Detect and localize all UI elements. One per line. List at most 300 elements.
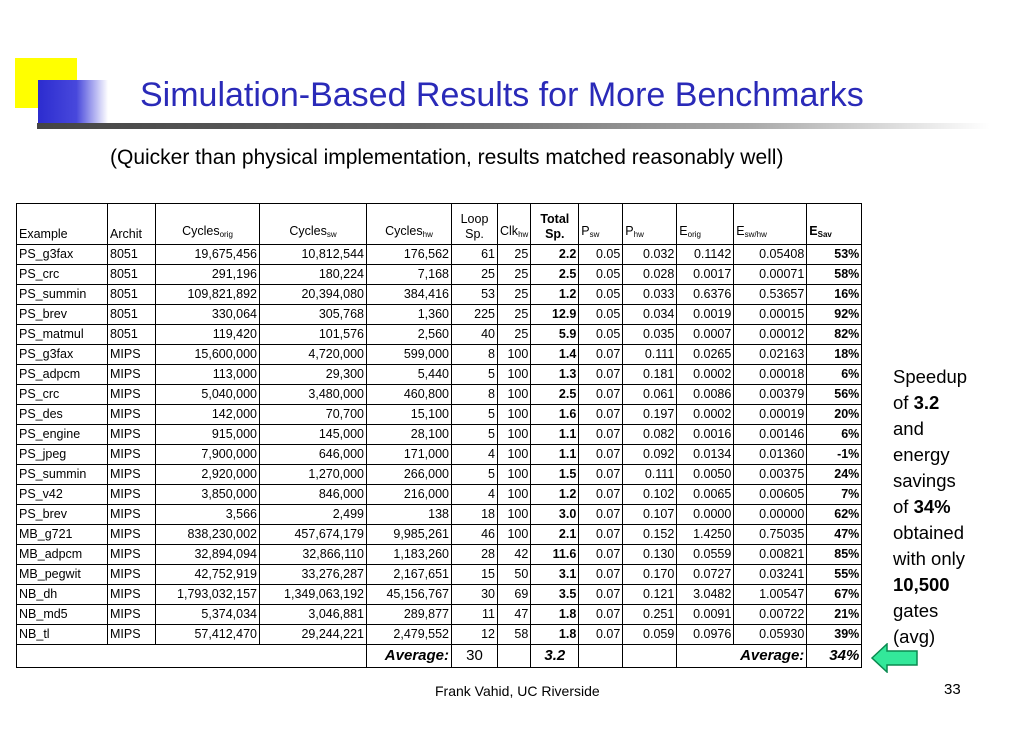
cell-archit: MIPS: [108, 405, 156, 425]
table-row: [17, 525, 862, 545]
cell-total-sp: 11.6: [531, 545, 579, 565]
cell-clk: 50: [498, 565, 531, 585]
cell-p-hw: 0.082: [623, 425, 677, 445]
cell-e-orig: 0.0007: [677, 325, 734, 345]
cell-e-orig: 0.0086: [677, 385, 734, 405]
cell-example: PS_engine: [17, 425, 108, 445]
cell-p-sw: 0.05: [579, 245, 623, 265]
cell-cycles-orig: 32,894,094: [156, 545, 260, 565]
header-p-hw: $P_{hw}$: [623, 204, 677, 245]
average-blank-phw: [623, 645, 677, 668]
cell-clk: 25: [498, 325, 531, 345]
cell-e-sav: 20%: [807, 405, 862, 425]
cell-clk: 100: [498, 505, 531, 525]
cell-clk: 100: [498, 385, 531, 405]
cell-e-swhw: 0.00722: [734, 605, 807, 625]
cell-total-sp: 2.2: [531, 245, 579, 265]
cell-cycles-orig: 42,752,919: [156, 565, 260, 585]
cell-archit: MIPS: [108, 605, 156, 625]
cell-e-orig: 3.0482: [677, 585, 734, 605]
cell-e-swhw: 1.00547: [734, 585, 807, 605]
cell-p-sw: 0.05: [579, 265, 623, 285]
cell-example: PS_matmul: [17, 325, 108, 345]
cell-cycles-hw: 384,416: [367, 285, 452, 305]
cell-example: NB_dh: [17, 585, 108, 605]
header-clk-hw: Clk$_{hw}$: [498, 204, 531, 245]
cell-e-orig: 0.0265: [677, 345, 734, 365]
cell-total-sp: 3.0: [531, 505, 579, 525]
cell-p-hw: 0.111: [623, 465, 677, 485]
cell-p-sw: 0.07: [579, 525, 623, 545]
table-row: [17, 385, 862, 405]
cell-e-orig: 0.0134: [677, 445, 734, 465]
cell-cycles-hw: 5,440: [367, 365, 452, 385]
cell-cycles-orig: 1,793,032,157: [156, 585, 260, 605]
cell-clk: 100: [498, 405, 531, 425]
cell-archit: MIPS: [108, 465, 156, 485]
cell-cycles-orig: 15,600,000: [156, 345, 260, 365]
cell-e-orig: 0.6376: [677, 285, 734, 305]
cell-e-sav: 62%: [807, 505, 862, 525]
cell-archit: MIPS: [108, 545, 156, 565]
header-example: Example: [17, 204, 108, 245]
cell-cycles-orig: 5,374,034: [156, 605, 260, 625]
cell-example: MB_adpcm: [17, 545, 108, 565]
average-row: [17, 645, 862, 668]
cell-example: PS_v42: [17, 485, 108, 505]
cell-total-sp: 2.5: [531, 385, 579, 405]
footer-credit: Frank Vahid, UC Riverside: [435, 683, 600, 699]
cell-cycles-sw: 1,270,000: [260, 465, 367, 485]
cell-cycles-orig: 915,000: [156, 425, 260, 445]
cell-cycles-sw: 29,300: [260, 365, 367, 385]
cell-e-swhw: 0.53657: [734, 285, 807, 305]
cell-e-sav: 24%: [807, 465, 862, 485]
table-row: [17, 485, 862, 505]
cell-archit: MIPS: [108, 485, 156, 505]
cell-e-swhw: 0.75035: [734, 525, 807, 545]
table-row: [17, 565, 862, 585]
cell-e-sav: 47%: [807, 525, 862, 545]
cell-p-hw: 0.059: [623, 625, 677, 645]
cell-total-sp: 3.5: [531, 585, 579, 605]
table-row: [17, 285, 862, 305]
cell-e-orig: 0.0019: [677, 305, 734, 325]
cell-e-orig: 0.0017: [677, 265, 734, 285]
cell-p-hw: 0.102: [623, 485, 677, 505]
cell-archit: MIPS: [108, 505, 156, 525]
cell-loop-sp: 5: [452, 365, 498, 385]
cell-e-swhw: 0.00019: [734, 405, 807, 425]
cell-clk: 100: [498, 345, 531, 365]
cell-total-sp: 1.1: [531, 425, 579, 445]
cell-total-sp: 1.2: [531, 285, 579, 305]
cell-cycles-hw: 2,479,552: [367, 625, 452, 645]
cell-example: PS_crc: [17, 265, 108, 285]
cell-loop-sp: 5: [452, 425, 498, 445]
cell-e-orig: 0.0065: [677, 485, 734, 505]
cell-loop-sp: 61: [452, 245, 498, 265]
cell-loop-sp: 8: [452, 385, 498, 405]
cell-example: PS_crc: [17, 385, 108, 405]
cell-clk: 100: [498, 465, 531, 485]
cell-archit: MIPS: [108, 625, 156, 645]
cell-loop-sp: 53: [452, 285, 498, 305]
cell-p-hw: 0.092: [623, 445, 677, 465]
cell-loop-sp: 8: [452, 345, 498, 365]
cell-p-sw: 0.07: [579, 485, 623, 505]
cell-archit: MIPS: [108, 365, 156, 385]
cell-e-swhw: 0.01360: [734, 445, 807, 465]
cell-loop-sp: 12: [452, 625, 498, 645]
cell-cycles-sw: 145,000: [260, 425, 367, 445]
cell-cycles-sw: 180,224: [260, 265, 367, 285]
average-blank-psw: [579, 645, 623, 668]
cell-example: PS_summin: [17, 285, 108, 305]
cell-clk: 25: [498, 245, 531, 265]
cell-example: PS_jpeg: [17, 445, 108, 465]
cell-cycles-hw: 138: [367, 505, 452, 525]
cell-e-sav: 16%: [807, 285, 862, 305]
cell-cycles-hw: 1,360: [367, 305, 452, 325]
cell-loop-sp: 4: [452, 445, 498, 465]
cell-loop-sp: 30: [452, 585, 498, 605]
cell-e-swhw: 0.00071: [734, 265, 807, 285]
average-label-energy: Average:: [677, 645, 807, 668]
cell-cycles-orig: 5,040,000: [156, 385, 260, 405]
cell-e-orig: 1.4250: [677, 525, 734, 545]
cell-cycles-sw: 3,046,881: [260, 605, 367, 625]
cell-e-sav: 18%: [807, 345, 862, 365]
cell-total-sp: 1.3: [531, 365, 579, 385]
average-label: Average:: [367, 645, 452, 668]
table-row: [17, 245, 862, 265]
cell-total-sp: 2.1: [531, 525, 579, 545]
table-row: [17, 325, 862, 345]
cell-example: PS_des: [17, 405, 108, 425]
cell-clk: 69: [498, 585, 531, 605]
cell-e-orig: 0.0727: [677, 565, 734, 585]
cell-p-hw: 0.111: [623, 345, 677, 365]
cell-cycles-sw: 2,499: [260, 505, 367, 525]
cell-clk: 100: [498, 485, 531, 505]
cell-clk: 47: [498, 605, 531, 625]
cell-cycles-sw: 101,576: [260, 325, 367, 345]
cell-e-sav: 58%: [807, 265, 862, 285]
cell-cycles-orig: 3,566: [156, 505, 260, 525]
cell-archit: 8051: [108, 245, 156, 265]
cell-clk: 100: [498, 445, 531, 465]
cell-archit: 8051: [108, 305, 156, 325]
cell-p-sw: 0.07: [579, 565, 623, 585]
header-archit: Archit: [108, 204, 156, 245]
cell-e-sav: 6%: [807, 365, 862, 385]
table-row: [17, 425, 862, 445]
cell-p-hw: 0.061: [623, 385, 677, 405]
cell-p-hw: 0.034: [623, 305, 677, 325]
cell-loop-sp: 5: [452, 465, 498, 485]
cell-clk: 25: [498, 285, 531, 305]
cell-e-swhw: 0.05930: [734, 625, 807, 645]
cell-cycles-sw: 70,700: [260, 405, 367, 425]
table-row: [17, 605, 862, 625]
cell-total-sp: 12.9: [531, 305, 579, 325]
cell-p-hw: 0.107: [623, 505, 677, 525]
cell-cycles-sw: 1,349,063,192: [260, 585, 367, 605]
table-row: [17, 305, 862, 325]
cell-cycles-orig: 119,420: [156, 325, 260, 345]
cell-e-swhw: 0.00375: [734, 465, 807, 485]
cell-total-sp: 1.1: [531, 445, 579, 465]
cell-e-sav: 7%: [807, 485, 862, 505]
cell-loop-sp: 28: [452, 545, 498, 565]
cell-clk: 25: [498, 305, 531, 325]
cell-example: PS_brev: [17, 305, 108, 325]
cell-archit: MIPS: [108, 565, 156, 585]
cell-example: PS_summin: [17, 465, 108, 485]
cell-archit: MIPS: [108, 445, 156, 465]
header-p-sw: $P_{sw}$: [579, 204, 623, 245]
cell-e-sav: 21%: [807, 605, 862, 625]
table-row: [17, 625, 862, 645]
cell-cycles-sw: 29,244,221: [260, 625, 367, 645]
cell-e-sav: 85%: [807, 545, 862, 565]
slide-subtitle: (Quicker than physical implementation, results matched reasonably well): [110, 146, 784, 169]
cell-example: NB_tl: [17, 625, 108, 645]
cell-cycles-orig: 2,920,000: [156, 465, 260, 485]
results-table: [16, 203, 862, 668]
cell-e-swhw: 0.00821: [734, 545, 807, 565]
cell-p-sw: 0.07: [579, 425, 623, 445]
header-cycles-hw: Cycles$_{hw}$: [367, 204, 452, 245]
cell-archit: MIPS: [108, 525, 156, 545]
cell-archit: MIPS: [108, 345, 156, 365]
cell-e-swhw: 0.00379: [734, 385, 807, 405]
cell-p-hw: 0.033: [623, 285, 677, 305]
cell-p-sw: 0.07: [579, 585, 623, 605]
cell-p-hw: 0.170: [623, 565, 677, 585]
cell-e-sav: 53%: [807, 245, 862, 265]
cell-p-hw: 0.251: [623, 605, 677, 625]
cell-example: MB_g721: [17, 525, 108, 545]
speedup-callout: Speedup of 3.2 and energy savings of 34% obtained with only 10,500 gates (avg): [893, 366, 968, 647]
cell-p-sw: 0.05: [579, 305, 623, 325]
cell-total-sp: 1.2: [531, 485, 579, 505]
cell-clk: 100: [498, 365, 531, 385]
cell-cycles-sw: 3,480,000: [260, 385, 367, 405]
cell-loop-sp: 11: [452, 605, 498, 625]
cell-cycles-hw: 599,000: [367, 345, 452, 365]
cell-e-orig: 0.0002: [677, 405, 734, 425]
cell-cycles-hw: 2,560: [367, 325, 452, 345]
table-row: [17, 465, 862, 485]
cell-e-swhw: 0.00000: [734, 505, 807, 525]
cell-archit: MIPS: [108, 425, 156, 445]
cell-cycles-orig: 113,000: [156, 365, 260, 385]
table-body: [17, 204, 862, 645]
cell-cycles-hw: 460,800: [367, 385, 452, 405]
cell-example: PS_adpcm: [17, 365, 108, 385]
cell-cycles-orig: 330,064: [156, 305, 260, 325]
cell-cycles-orig: 7,900,000: [156, 445, 260, 465]
cell-p-sw: 0.07: [579, 445, 623, 465]
cell-cycles-hw: 266,000: [367, 465, 452, 485]
cell-p-hw: 0.130: [623, 545, 677, 565]
cell-loop-sp: 40: [452, 325, 498, 345]
cell-e-orig: 0.0091: [677, 605, 734, 625]
cell-p-hw: 0.152: [623, 525, 677, 545]
cell-cycles-sw: 33,276,287: [260, 565, 367, 585]
header-e-sav: $E_{Sav}$: [807, 204, 862, 245]
cell-p-sw: 0.07: [579, 625, 623, 645]
cell-cycles-hw: 171,000: [367, 445, 452, 465]
table-row: [17, 545, 862, 565]
cell-e-orig: 0.0050: [677, 465, 734, 485]
average-e-sav: 34%: [807, 645, 862, 668]
header-cycles-sw: Cycles$_{sw}$: [260, 204, 367, 245]
title-underline: [37, 123, 990, 129]
left-arrow-icon: [871, 643, 919, 673]
cell-cycles-hw: 176,562: [367, 245, 452, 265]
cell-cycles-orig: 291,196: [156, 265, 260, 285]
cell-e-sav: 92%: [807, 305, 862, 325]
average-blank: [17, 645, 367, 668]
cell-cycles-hw: 28,100: [367, 425, 452, 445]
cell-p-hw: 0.028: [623, 265, 677, 285]
table-row: [17, 265, 862, 285]
cell-cycles-orig: 3,850,000: [156, 485, 260, 505]
cell-p-sw: 0.07: [579, 545, 623, 565]
cell-e-orig: 0.0002: [677, 365, 734, 385]
cell-e-swhw: 0.00605: [734, 485, 807, 505]
cell-total-sp: 1.8: [531, 605, 579, 625]
cell-cycles-sw: 32,866,110: [260, 545, 367, 565]
cell-cycles-sw: 457,674,179: [260, 525, 367, 545]
cell-total-sp: 5.9: [531, 325, 579, 345]
cell-cycles-orig: 109,821,892: [156, 285, 260, 305]
cell-e-orig: 0.0559: [677, 545, 734, 565]
table-row: [17, 345, 862, 365]
cell-e-swhw: 0.00015: [734, 305, 807, 325]
cell-clk: 100: [498, 425, 531, 445]
average-total-sp: 3.2: [531, 645, 579, 668]
cell-p-hw: 0.035: [623, 325, 677, 345]
cell-p-hw: 0.197: [623, 405, 677, 425]
cell-archit: MIPS: [108, 585, 156, 605]
cell-example: MB_pegwit: [17, 565, 108, 585]
cell-p-sw: 0.07: [579, 345, 623, 365]
cell-example: PS_brev: [17, 505, 108, 525]
table-row: [17, 505, 862, 525]
cell-p-sw: 0.07: [579, 365, 623, 385]
slide-title: Simulation-Based Results for More Benchmarks: [140, 76, 864, 114]
cell-e-swhw: 0.00012: [734, 325, 807, 345]
cell-loop-sp: 5: [452, 405, 498, 425]
cell-p-sw: 0.07: [579, 605, 623, 625]
cell-e-orig: 0.0000: [677, 505, 734, 525]
cell-total-sp: 1.4: [531, 345, 579, 365]
header-e-orig: $E_{orig}$: [677, 204, 734, 245]
cell-cycles-hw: 7,168: [367, 265, 452, 285]
cell-loop-sp: 15: [452, 565, 498, 585]
cell-archit: 8051: [108, 265, 156, 285]
header-loop-sp: Loop Sp.: [452, 204, 498, 245]
cell-p-hw: 0.032: [623, 245, 677, 265]
cell-cycles-sw: 846,000: [260, 485, 367, 505]
header-total-sp: Total Sp.: [531, 204, 579, 245]
cell-loop-sp: 46: [452, 525, 498, 545]
cell-p-hw: 0.121: [623, 585, 677, 605]
cell-total-sp: 1.8: [531, 625, 579, 645]
cell-cycles-orig: 19,675,456: [156, 245, 260, 265]
cell-clk: 100: [498, 525, 531, 545]
cell-cycles-orig: 838,230,002: [156, 525, 260, 545]
cell-cycles-orig: 57,412,470: [156, 625, 260, 645]
cell-example: NB_md5: [17, 605, 108, 625]
cell-p-sw: 0.07: [579, 385, 623, 405]
cell-e-sav: 55%: [807, 565, 862, 585]
cell-e-sav: 67%: [807, 585, 862, 605]
cell-cycles-sw: 646,000: [260, 445, 367, 465]
cell-cycles-hw: 289,877: [367, 605, 452, 625]
average-blank-clk: [498, 645, 531, 668]
cell-e-sav: -1%: [807, 445, 862, 465]
table-row: [17, 405, 862, 425]
cell-example: PS_g3fax: [17, 245, 108, 265]
cell-e-sav: 6%: [807, 425, 862, 445]
table-row: [17, 585, 862, 605]
cell-loop-sp: 25: [452, 265, 498, 285]
decor-blue-square: [38, 80, 108, 126]
cell-e-swhw: 0.00018: [734, 365, 807, 385]
cell-archit: 8051: [108, 325, 156, 345]
cell-cycles-sw: 20,394,080: [260, 285, 367, 305]
average-loop-sp: 30: [452, 645, 498, 668]
table-row: [17, 445, 862, 465]
cell-loop-sp: 4: [452, 485, 498, 505]
cell-cycles-sw: 305,768: [260, 305, 367, 325]
cell-total-sp: 1.6: [531, 405, 579, 425]
cell-total-sp: 2.5: [531, 265, 579, 285]
header-cycles-orig: Cycles$_{orig}$: [156, 204, 260, 245]
cell-archit: 8051: [108, 285, 156, 305]
header-e-swhw: $E_{sw/hw}$: [734, 204, 807, 245]
cell-cycles-hw: 216,000: [367, 485, 452, 505]
cell-loop-sp: 18: [452, 505, 498, 525]
cell-p-sw: 0.05: [579, 285, 623, 305]
cell-clk: 42: [498, 545, 531, 565]
cell-example: PS_g3fax: [17, 345, 108, 365]
cell-p-sw: 0.05: [579, 325, 623, 345]
cell-e-sav: 39%: [807, 625, 862, 645]
cell-p-sw: 0.07: [579, 405, 623, 425]
cell-total-sp: 1.5: [531, 465, 579, 485]
cell-p-sw: 0.07: [579, 505, 623, 525]
table-row: [17, 365, 862, 385]
cell-p-sw: 0.07: [579, 465, 623, 485]
cell-e-orig: 0.0976: [677, 625, 734, 645]
cell-loop-sp: 225: [452, 305, 498, 325]
cell-cycles-sw: 10,812,544: [260, 245, 367, 265]
page-number: 33: [944, 681, 961, 698]
cell-cycles-hw: 15,100: [367, 405, 452, 425]
cell-e-swhw: 0.00146: [734, 425, 807, 445]
cell-clk: 58: [498, 625, 531, 645]
cell-e-swhw: 0.02163: [734, 345, 807, 365]
cell-p-hw: 0.181: [623, 365, 677, 385]
cell-clk: 25: [498, 265, 531, 285]
cell-e-sav: 56%: [807, 385, 862, 405]
